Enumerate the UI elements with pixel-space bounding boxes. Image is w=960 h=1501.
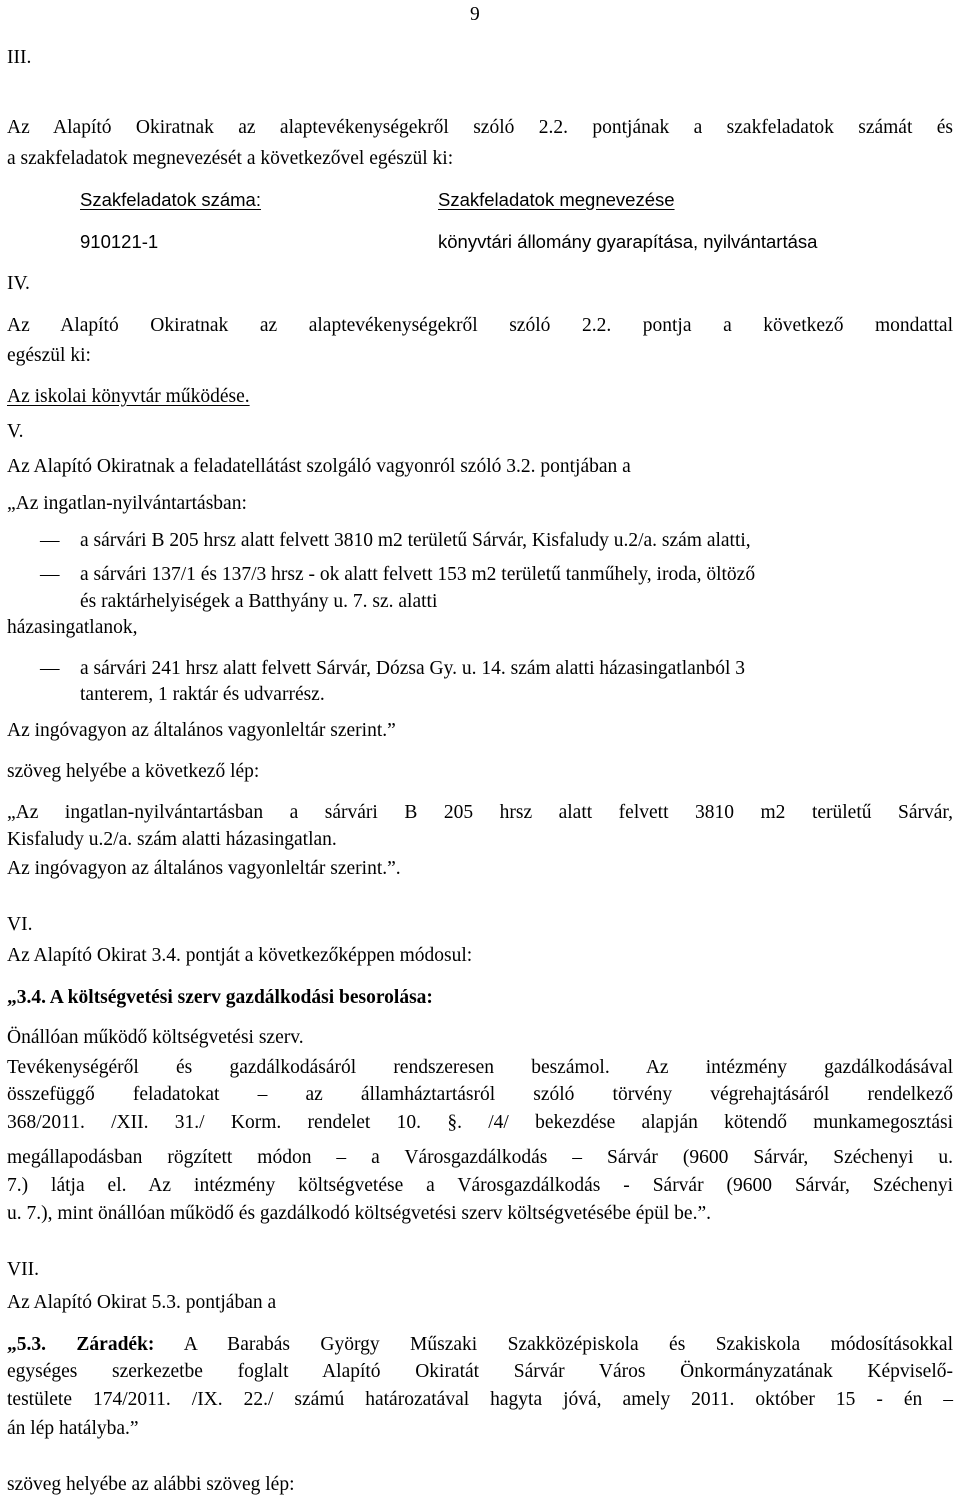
list-item-text-cont: tanterem, 1 raktár és udvarrész. (80, 684, 325, 705)
sec5-line-5: szöveg helyébe a következő lép: (7, 761, 260, 782)
sec7-para-line-4: án lép hatályba.” (7, 1418, 139, 1439)
sec6-line-1: Az Alapító Okirat 3.4. pontját a következőképpen módosul: (7, 945, 473, 966)
sec6-line-2: Önállóan működő költségvetési szerv. (7, 1027, 304, 1048)
sec7-line-2: szöveg helyébe az alábbi szöveg lép: (7, 1474, 295, 1495)
list-item-text: a sárvári 241 hrsz alatt felvett Sárvár, Dózsa Gy. u. 14. szám alatti házasingatlanból 3 (80, 658, 746, 679)
section-heading-iii: III. (7, 47, 32, 68)
sec7-clause-number: „5.3. (7, 1334, 46, 1355)
sec7-para-line-2: egységes szerkezetbe foglalt Alapító Okiratát Sárvár Város Önkormányzatának Képviselő- (7, 1361, 953, 1382)
list-item-text: a sárvári B 205 hrsz alatt felvett 3810 m2 területű Sárvár, Kisfaludy u.2/a. szám alatti, (80, 530, 751, 551)
sec7-clause-label: Záradék: (76, 1334, 155, 1355)
sec5-line-3: házasingatlanok, (7, 617, 138, 638)
list-item-text: a sárvári 137/1 és 137/3 hrsz - ok alatt felvett 153 m2 területű tanműhely, iroda, öltöző (80, 564, 756, 585)
sec7-line-1: Az Alapító Okirat 5.3. pontjában a (7, 1292, 277, 1313)
sec5-line-4: Az ingóvagyon az általános vagyonleltár szerint.” (7, 720, 396, 741)
sec6-para-line-4: megállapodásban rögzített módon – a Városgazdálkodás – Sárvár (9600 Sárvár, Széchenyi u. (7, 1147, 953, 1168)
sec4-line-1: Az Alapító Okiratnak az alaptevékenységekről szóló 2.2. pontja a következő mondattal (7, 315, 953, 336)
dash-bullet: — (40, 530, 60, 551)
dash-bullet: — (40, 658, 60, 679)
sec6-subheading: „3.4. A költségvetési szerv gazdálkodási besorolása: (7, 987, 433, 1008)
sec6-para-line-3: 368/2011. /XII. 31./ Korm. rendelet 10. §. /4/ bekezdése alapján kötendő munkamegosztási (7, 1112, 953, 1133)
sec5-line-2: „Az ingatlan-nyilvántartásban: (7, 493, 247, 514)
sec3-intro-line-1: Az Alapító Okiratnak az alaptevékenységekről szóló 2.2. pontjának a szakfeladatok számát és (7, 117, 953, 138)
col-number-header: Szakfeladatok száma: (80, 189, 261, 210)
sec7-para-line-1 (7, 1332, 953, 1357)
sec6-para-line-2: összefüggő feladatokat – az államháztartásról szóló törvény végrehajtásáról rendelkező (7, 1084, 953, 1105)
sec5-line-1: Az Alapító Okiratnak a feladatellátást szolgáló vagyonról szóló 3.2. pontjában a (7, 456, 631, 477)
sec7-para-text: A Barabás György Műszaki Szakközépiskola és Szakiskola módosításokkal (183, 1334, 954, 1355)
sec5-new-line-2: Kisfaludy u.2/a. szám alatti házasingatlan. (7, 829, 337, 850)
sec4-line-3: Az iskolai könyvtár működése. (7, 386, 250, 407)
sec5-new-line-3: Az ingóvagyon az általános vagyonleltár szerint.”. (7, 858, 401, 879)
list-item-text-cont: és raktárhelyiségek a Batthyány u. 7. sz. alatti (80, 591, 438, 612)
sec4-line-2: egészül ki: (7, 345, 91, 366)
section-heading-vii: VII. (7, 1259, 39, 1280)
section-heading-vi: VI. (7, 914, 33, 935)
sec6-para-line-1: Tevékenységéről és gazdálkodásáról rendszeresen beszámol. Az intézmény gazdálkodásával (7, 1057, 953, 1078)
sec6-para-line-5: 7.) látja el. Az intézmény költségvetése a Városgazdálkodás - Sárvár (9600 Sárvár, Széchenyi (7, 1175, 953, 1196)
row-name: könyvtári állomány gyarapítása, nyilvántartása (438, 231, 818, 252)
page-number: 9 (470, 4, 480, 25)
sec3-intro-line-2: a szakfeladatok megnevezését a következővel egészül ki: (7, 148, 454, 169)
section-heading-iv: IV. (7, 273, 30, 294)
section-heading-v: V. (7, 421, 24, 442)
dash-bullet: — (40, 564, 60, 585)
sec7-para-line-3: testülete 174/2011. /IX. 22./ számú határozatával hagyta jóvá, amely 2011. október 15 - én – (7, 1389, 953, 1410)
sec5-new-line-1: „Az ingatlan-nyilvántartásban a sárvári B 205 hrsz alatt felvett 3810 m2 területű Sárvár, (7, 802, 953, 823)
col-name-header: Szakfeladatok megnevezése (438, 189, 675, 210)
sec6-para-line-6: u. 7.), mint önállóan működő és gazdálkodó költségvetési szerv költségvetésébe épül be.”. (7, 1203, 711, 1224)
row-number: 910121-1 (80, 231, 159, 252)
